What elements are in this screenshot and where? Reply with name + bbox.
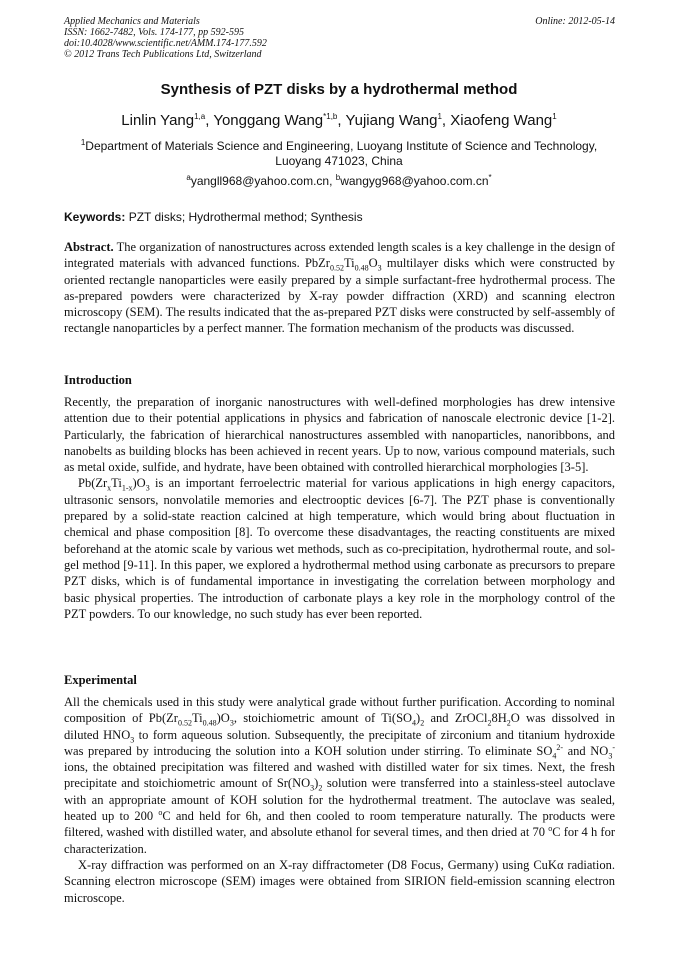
exp-text: and NO bbox=[563, 743, 609, 758]
author-name: Yujiang Wang bbox=[345, 112, 438, 129]
experimental-paragraph-2: X-ray diffraction was performed on an X-ray diffractometer (D8 Focus, Germany) using CuKα radiation. Scanning electron microscope (SEM) images were obtained from SIRION field-emission scanning electron microscope. bbox=[64, 857, 615, 905]
exp-text: to form aqueous solution. Subsequently, the precipitate of zirconium and titanium hydroxide was prepared by introducing the solution into a KOH solution under stirring. To eliminate SO bbox=[64, 727, 615, 758]
subscript: 0.52 bbox=[329, 263, 344, 273]
affiliation-line-1: Department of Materials Science and Engineering, Luoyang Institute of Science and Technology, bbox=[85, 139, 598, 153]
intro-paragraph-1: Recently, the preparation of inorganic nanostructures with well-defined morphologies has drew intensive attention due to their potential applications in physics and fabrication of nanoscale electronic device [1-2]. Particularly, the fabrication of hierarchical nanostructures assembled with nanoparticles, nanoribbons, and nanobelts as building blocks has been achieved in recent years. Up to now, various compound materials, such as metal oxide, sulfide, and hydrate, have been obtained with controlled hierarchical morphologies [3-5]. bbox=[64, 395, 615, 475]
author-name: Linlin Yang bbox=[121, 112, 195, 129]
copyright-line: © 2012 Trans Tech Publications Ltd, Switzerland bbox=[64, 49, 262, 60]
email-line bbox=[0, 174, 678, 188]
subscript: 3 bbox=[310, 783, 315, 793]
exp-text: 8H bbox=[491, 711, 507, 726]
abstract-text: multilayer disks which were constructed by oriented rectangle nanoparticles were easily prepared by a simple surfactant-free hydrothermal process. The as-prepared powders were characterized by X-ray powder diffraction (XRD) and scanning electron microscopy (SEM). The results indicated that the as-prepared PZT disks were constructed by self-assembly of rectangle nanoparticles by a perfect manner. The formation mechanism of the products was discussed. bbox=[64, 256, 615, 336]
issn-line: ISSN: 1662-7482, Vols. 174-177, pp 592-595 bbox=[64, 27, 244, 38]
journal-name: Applied Mechanics and Materials bbox=[64, 16, 200, 27]
superscript: 2- bbox=[556, 742, 564, 752]
subscript: 3 bbox=[229, 718, 234, 728]
subscript: 2 bbox=[506, 718, 511, 728]
experimental-paragraph-1 bbox=[64, 694, 615, 857]
subscript: 3 bbox=[130, 735, 135, 745]
author-list: Linlin Yang$^{1,a}$, Yonggang Wang$^{*1,b}$, Yujiang Wang$^1$, Xiaofeng Wang$^1$ bbox=[121, 112, 557, 129]
intro-text: Pb(Zr bbox=[78, 476, 108, 491]
introduction-body bbox=[64, 394, 615, 622]
email-sup: a bbox=[186, 173, 191, 182]
superscript: o bbox=[548, 824, 553, 834]
exp-text: solution were transferred into a stainless-steel autoclave with an appropriate amount of KOH solution for the hydrothermal treatment. The autoclave was sealed, heated up to 200 bbox=[64, 776, 615, 824]
affiliation bbox=[66, 139, 612, 169]
exp-text: , stoichiometric amount of Ti(SO bbox=[233, 711, 413, 726]
email-star: * bbox=[488, 173, 492, 182]
subscript: 3 bbox=[377, 263, 382, 273]
subscript: 0.48 bbox=[354, 263, 369, 273]
author-sup: 1,a bbox=[194, 112, 206, 121]
subscript: 0.48 bbox=[202, 718, 217, 728]
subscript: 2 bbox=[487, 718, 492, 728]
author-name: Yonggang Wang bbox=[213, 112, 324, 129]
abstract-label: Abstract. bbox=[64, 240, 114, 254]
email-a: yangll968@yahoo.com.cn, bbox=[190, 174, 333, 188]
affiliation-sup: 1 bbox=[80, 138, 86, 147]
email-sup: b bbox=[335, 173, 341, 182]
abstract-text: Ti bbox=[343, 256, 355, 271]
affiliation-line-2: Luoyang 471023, China bbox=[275, 154, 403, 168]
author-sup: *1,b bbox=[323, 112, 338, 121]
doi-line: doi:10.4028/www.scientific.net/AMM.174-177.592 bbox=[64, 38, 267, 49]
subscript: 4 bbox=[412, 718, 417, 728]
subscript: 1-x bbox=[121, 483, 133, 493]
exp-text: C and held for 6h, and then cooled to room temperature naturally. The products were filtered, washed with distilled water, and absolute ethanol for several times, and then dried at 70 bbox=[64, 809, 616, 840]
paper-title: Synthesis of PZT disks by a hydrothermal method bbox=[160, 81, 518, 98]
subscript: 2 bbox=[420, 718, 425, 728]
intro-text: Ti bbox=[111, 476, 122, 491]
superscript: - bbox=[612, 742, 615, 752]
email-b: wangyg968@yahoo.com.cn bbox=[340, 174, 489, 188]
online-date: Online: 2012-05-14 bbox=[535, 16, 615, 27]
intro-text: is an important ferroelectric material for various applications in high energy capacitors, ultrasonic sensors, nonvolatile memories and electrooptic devices [6-7]. The PZT phase is conventionally prepared by a solid-state reaction calcined at high temperature, which would bring about fluctuation in chemical and phase composition [8]. To overcome these disadvantages, the reacting constituents are mixed beforehand at the atomic scale by various wet methods, such as co-precipitation, hydrothermal route, and sol-gel method [9-11]. In this paper, we explored a hydrothermal method using carbonate as precursors to prepare PZT disks, which is of fundamental importance in investigating the correlation between morphology and basic physical properties. The introduction of carbonate plays a key role in the morphology control of the PZT powders. To our knowledge, no such study has ever been reported. bbox=[64, 476, 615, 621]
abstract bbox=[64, 239, 615, 337]
exp-text: ) bbox=[416, 711, 421, 726]
exp-text: C for 4 h for characterization. bbox=[64, 825, 615, 856]
subscript: 2 bbox=[318, 783, 323, 793]
exp-text: Ti bbox=[191, 711, 203, 726]
subscript: 4 bbox=[552, 751, 557, 761]
subscript: 0.52 bbox=[177, 718, 192, 728]
subscript: 3 bbox=[608, 751, 613, 761]
exp-text: O was dissolved in diluted HNO bbox=[64, 711, 615, 742]
introduction-heading: Introduction bbox=[64, 373, 132, 387]
keywords-label: Keywords: bbox=[64, 210, 126, 224]
subscript: 3 bbox=[145, 483, 150, 493]
exp-text: ions, the obtained precipitation was filtered and washed with distilled water for six times. Next, the fresh precipitate and stoichiometric amount of Sr(NO bbox=[64, 760, 615, 791]
keywords bbox=[64, 210, 615, 224]
subscript: x bbox=[107, 483, 112, 493]
intro-text: )O bbox=[132, 476, 146, 491]
keywords-text: PZT disks; Hydrothermal method; Synthesis bbox=[128, 210, 363, 224]
author-sup: 1 bbox=[437, 112, 442, 121]
exp-text: and ZrOCl bbox=[424, 711, 488, 726]
author-sup: 1 bbox=[552, 112, 557, 121]
abstract-text: O bbox=[368, 256, 378, 271]
exp-text: All the chemicals used in this study were analytical grade without further purification. According to nominal composition of Pb(Zr bbox=[64, 695, 615, 726]
intro-paragraph-2 bbox=[64, 475, 615, 622]
experimental-heading: Experimental bbox=[64, 673, 137, 687]
journal-header bbox=[64, 16, 615, 60]
abstract-text: The organization of nanostructures across extended length scales is a key challenge in the design of integrated materials with advanced functions. PbZr bbox=[64, 240, 615, 271]
exp-text: )O bbox=[216, 711, 230, 726]
exp-text: ) bbox=[314, 776, 319, 791]
experimental-body bbox=[64, 694, 615, 906]
author-name: Xiaofeng Wang bbox=[450, 112, 553, 129]
superscript: o bbox=[158, 807, 163, 817]
